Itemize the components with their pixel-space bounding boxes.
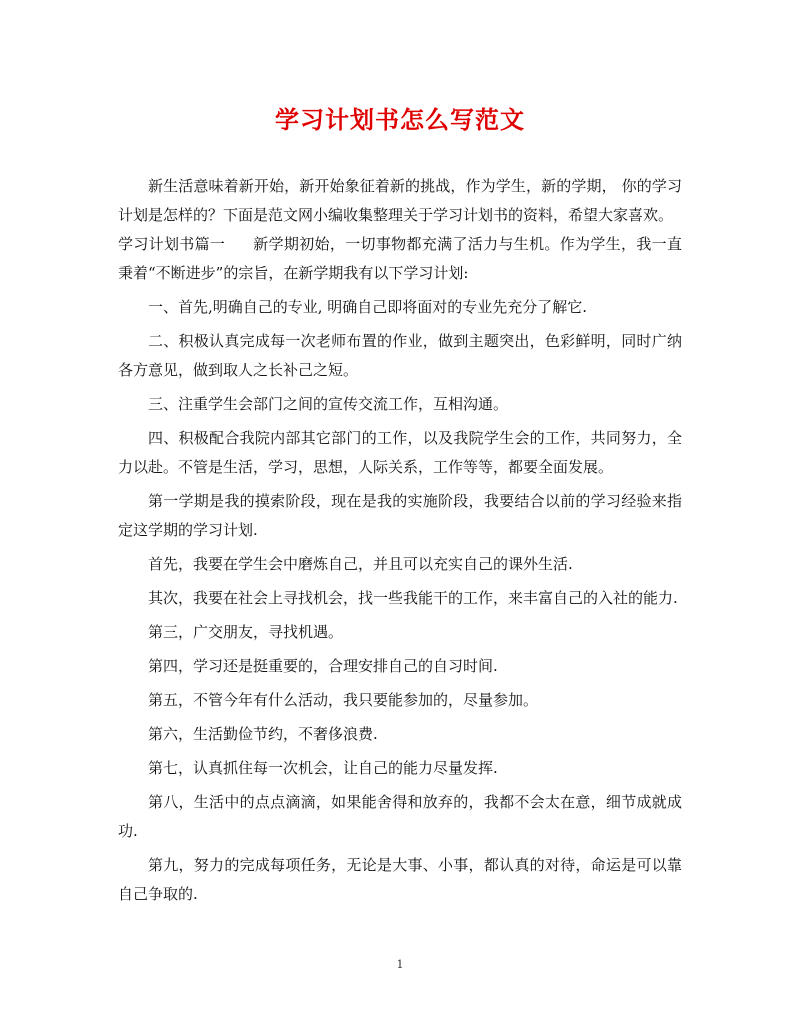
page-number: 1: [396, 958, 404, 971]
section-intro-paragraph: [118, 230, 682, 288]
plan-paragraph: 第六，生活勤俭节约，不奢侈浪费.: [148, 725, 378, 743]
plan-paragraph: 第五，不管今年有什么活动，我只要能参加的，尽量参加。: [148, 691, 539, 709]
plan-item: 三、注重学生会部门之间的宣传交流工作，互相沟通。: [148, 395, 509, 413]
plan-item: 一、首先,明确自己的专业, 明确自己即将面对的专业先充分了解它.: [148, 298, 588, 316]
document-body: [118, 172, 682, 909]
intro-paragraph: 新生活意味着新开始，新开始象征着新的挑战，作为学生，新的学期， 你的学习计划是怎样的？下面是范文网小编收集整理关于学习计划书的资料，希望大家喜欢。: [118, 177, 682, 224]
plan-paragraph: 第九，努力的完成每项任务，无论是大事、小事，都认真的对待，命运是可以靠自己争取的.: [118, 856, 682, 903]
plan-paragraph: 其次，我要在社会上寻找机会，找一些我能干的工作，来丰富自己的入社的能力.: [148, 589, 678, 607]
plan-paragraph: 第八，生活中的点点滴滴，如果能舍得和放弃的，我都不会太在意，细节成就成功.: [118, 793, 682, 840]
plan-paragraph: 第四，学习还是挺重要的，合理安排自己的自习时间.: [148, 657, 498, 675]
plan-paragraph: 首先，我要在学生会中磨炼自己，并且可以充实自己的课外生活.: [148, 555, 573, 573]
plan-item: 二、积极认真完成每一次老师布置的作业，做到主题突出，色彩鲜明，同时广纳各方意见，做到取人之长补己之短。: [118, 332, 682, 379]
document-title: 学习计划书怎么写范文: [275, 105, 525, 134]
plan-item: 四、积极配合我院内部其它部门的工作，以及我院学生会的工作，共同努力，全力以赴。不管是生活，学习，思想，人际关系，工作等等，都要全面发展。: [118, 429, 682, 476]
section-heading: 学习计划书篇一: [118, 235, 226, 253]
section-lead-text: 新学期初始，一切事物都充满了活力与生机。作为学生，我一直秉着“不断进步”的宗旨，在新学期我有以下学习计划:: [118, 235, 682, 282]
plan-paragraph: 第三，广交朋友，寻找机遇。: [148, 623, 344, 641]
plan-paragraph: 第一学期是我的摸索阶段，现在是我的实施阶段，我要结合以前的学习经验来指定这学期的学习计划.: [118, 492, 682, 539]
plan-paragraph: 第七，认真抓住每一次机会，让自己的能力尽量发挥.: [148, 759, 498, 777]
